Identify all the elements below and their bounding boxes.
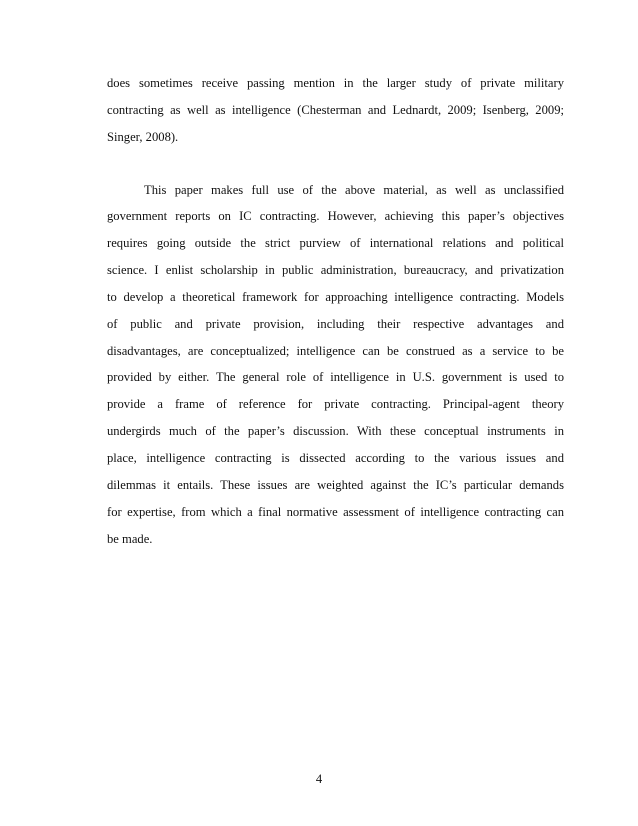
text-line: requires going outside the strict purview of international relations and political: [107, 236, 564, 251]
text-line: dilemmas it entails. These issues are weighted against the IC’s particular demands: [107, 477, 564, 492]
text-line: contracting as well as intelligence (Chesterman and Lednardt, 2009; Isenberg, 2009;: [107, 102, 564, 117]
text-line: undergirds much of the paper’s discussion. With these conceptual instruments in: [107, 424, 564, 439]
text-line: of public and private provision, including their respective advantages and: [107, 316, 564, 331]
text-line: science. I enlist scholarship in public administration, bureaucracy, and privatization: [107, 263, 564, 278]
page-number: 4: [315, 772, 323, 786]
paragraph-main: [107, 177, 564, 553]
text-line: be made.: [107, 531, 153, 546]
text-line: provided by either. The general role of intelligence in U.S. government is used to: [107, 370, 564, 385]
text-line: government reports on IC contracting. However, achieving this paper’s objectives: [107, 209, 564, 224]
text-line: for expertise, from which a final normative assessment of intelligence contracting can: [107, 504, 564, 519]
paragraph-continued: [107, 70, 564, 151]
text-line: This paper makes full use of the above material, as well as unclassified: [144, 182, 564, 197]
text-line: place, intelligence contracting is dissected according to the various issues and: [107, 450, 564, 465]
text-line: provide a frame of reference for private contracting. Principal-agent theory: [107, 397, 564, 412]
paragraph-spacing: [107, 151, 564, 177]
body-text: [107, 70, 564, 552]
text-line: Singer, 2008).: [107, 129, 179, 144]
text-line: to develop a theoretical framework for approaching intelligence contracting. Models: [107, 289, 564, 304]
text-line: does sometimes receive passing mention in the larger study of private military: [107, 76, 564, 90]
text-line: disadvantages, are conceptualized; intelligence can be construed as a service to be: [107, 343, 564, 358]
